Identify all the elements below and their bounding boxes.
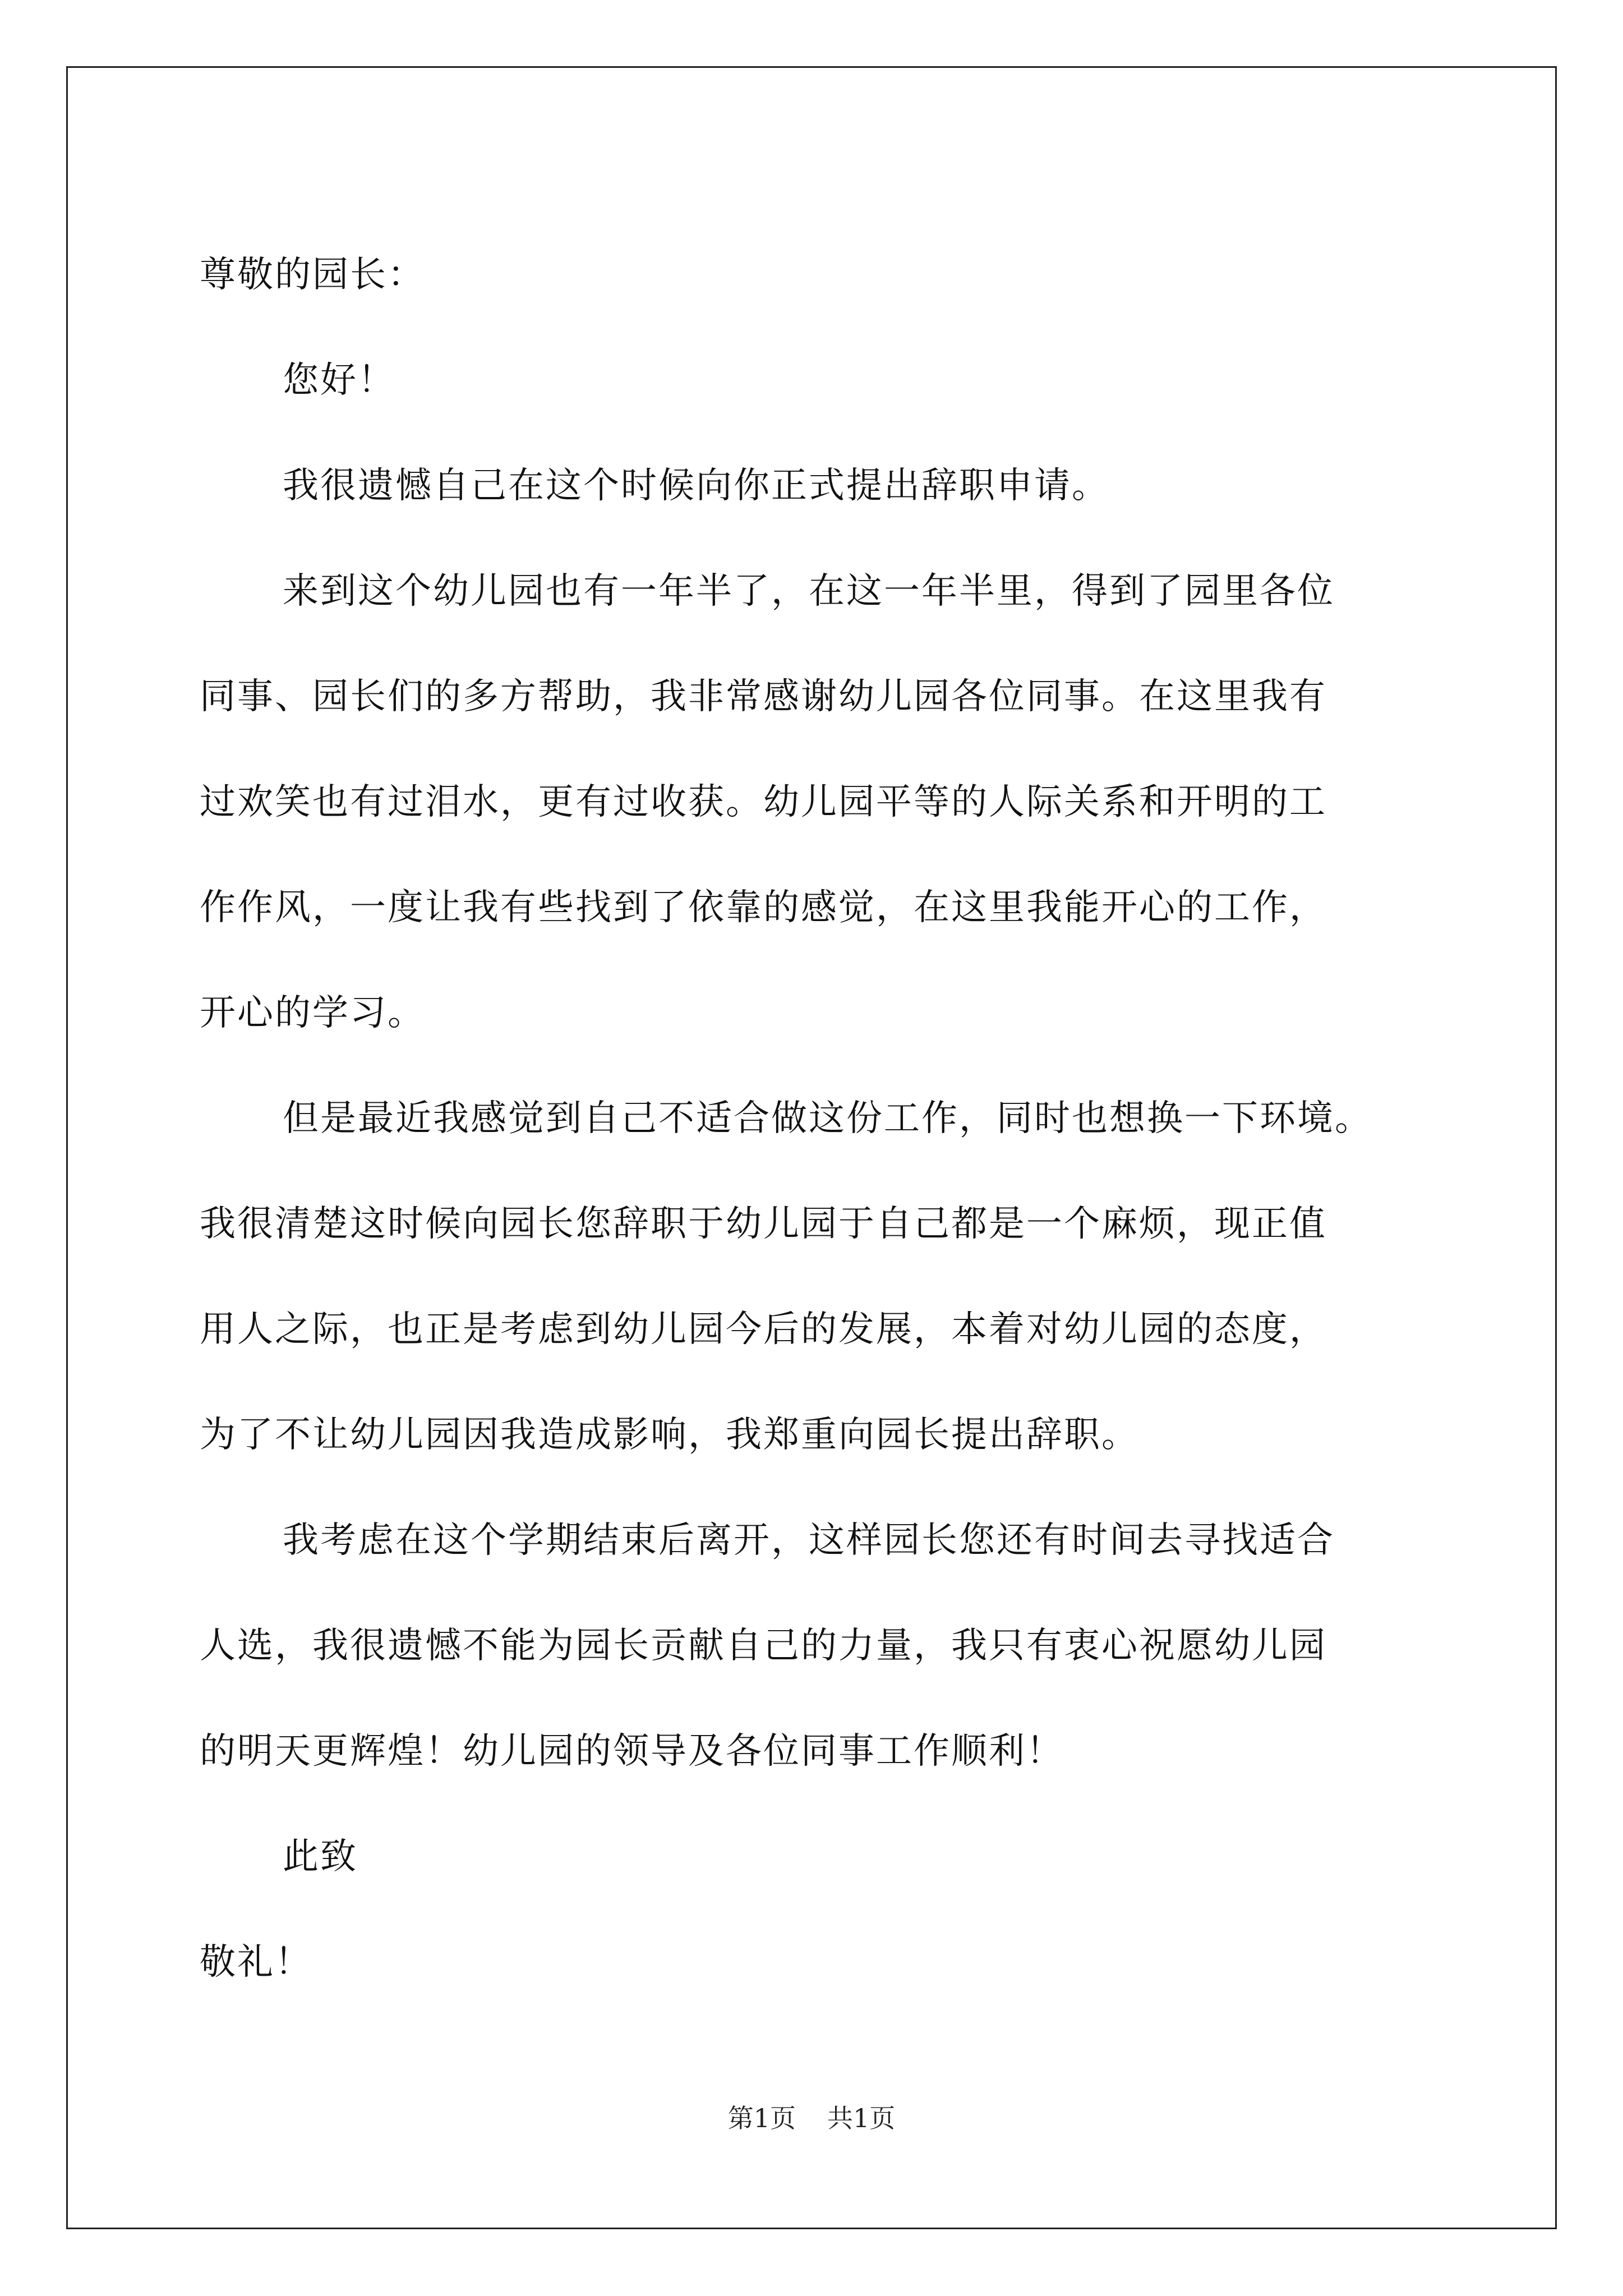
letter-body: [200, 222, 1433, 2015]
paragraph-line: 我考虑在这个学期结束后离开，这样园长您还有时间去寻找适合: [283, 1520, 1335, 1561]
paragraph-line: 我很清楚这时候向园长您辞职于幼儿园于自己都是一个麻烦，现正值: [200, 1203, 1327, 1245]
page-total: 共1页: [827, 2103, 896, 2133]
greeting: 您好！: [283, 360, 395, 401]
paragraph-line: 为了不让幼儿园因我造成影响，我郑重向园长提出辞职。: [200, 1414, 1139, 1456]
paragraph-3: [200, 1066, 1433, 1488]
paragraph-line: 用人之际，也正是考虑到幼儿园今后的发展，本着对幼儿园的态度，: [200, 1309, 1327, 1350]
paragraph-4: [200, 1488, 1433, 1804]
paragraph-line: 的明天更辉煌！幼儿园的领导及各位同事工作顺利！: [200, 1731, 1064, 1772]
paragraph-line: 但是最近我感觉到自己不适合做这份工作，同时也想换一下环境。: [283, 1098, 1372, 1139]
page-number: 第1页: [727, 2103, 796, 2133]
regards: 敬礼！: [200, 1941, 312, 1983]
paragraph-2: [200, 539, 1433, 1066]
salutation: 尊敬的园长：: [200, 254, 425, 296]
paragraph-line: 我很遗憾自己在这个时候向你正式提出辞职申请。: [283, 465, 1109, 507]
paragraph-line: 人选，我很遗憾不能为园长贡献自己的力量，我只有衷心祝愿幼儿园: [200, 1625, 1327, 1667]
paragraph-line: 过欢笑也有过泪水，更有过收获。幼儿园平等的人际关系和开明的工: [200, 781, 1327, 823]
paragraph-1: [200, 433, 1433, 539]
paragraph-line: 作作风，一度让我有些找到了依靠的感觉，在这里我能开心的工作，: [200, 887, 1327, 928]
closing: 此致: [283, 1836, 358, 1878]
paragraph-line: 开心的学习。: [200, 992, 425, 1034]
paragraph-line: 同事、园长们的多方帮助，我非常感谢幼儿园各位同事。在这里我有: [200, 676, 1327, 717]
paragraph-line: 来到这个幼儿园也有一年半了，在这一年半里，得到了园里各位: [283, 570, 1335, 612]
page-footer: [0, 2101, 1623, 2135]
